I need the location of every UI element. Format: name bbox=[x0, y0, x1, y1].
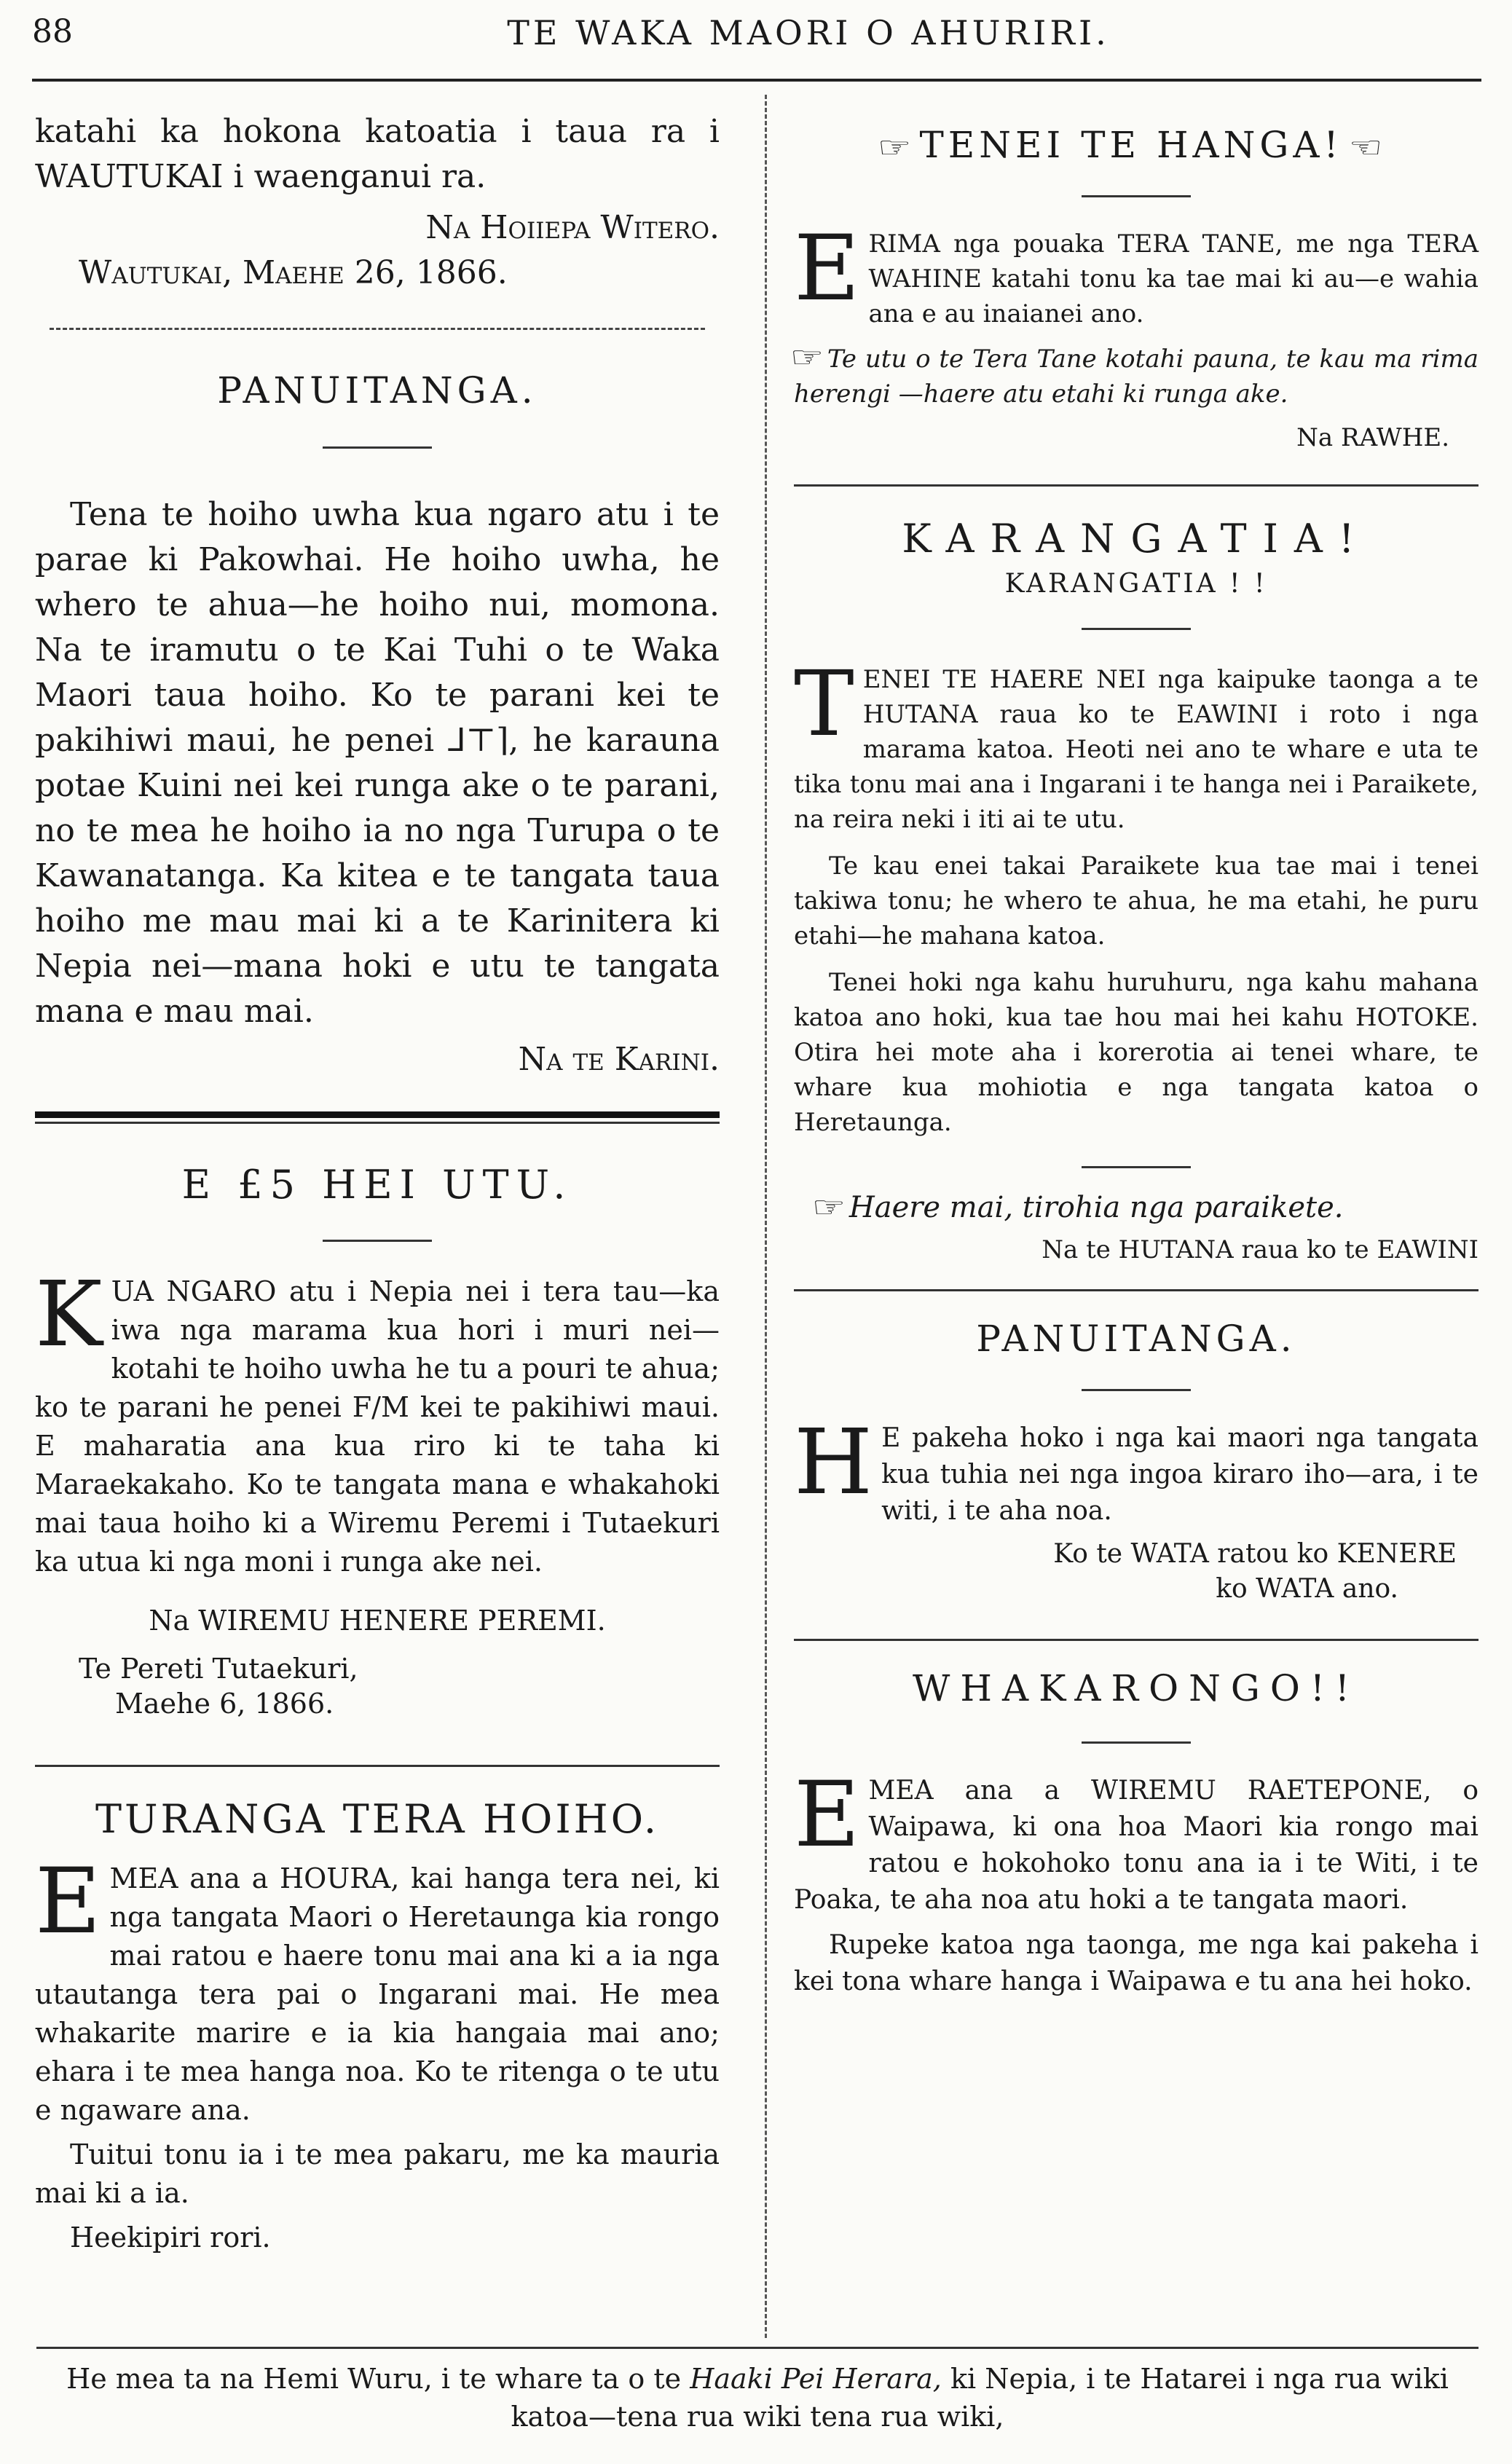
turanga-para2: Tuitui tonu ia i te mea pakaru, me ka mauria mai ki a ia. bbox=[35, 2138, 720, 2209]
whakarongo-notice bbox=[794, 1763, 1478, 1918]
intro-text: katahi ka hokona katoatia i taua ra i WAUTUKAI i waenganui ra. bbox=[35, 113, 720, 195]
section-rule bbox=[794, 1639, 1478, 1641]
whakarongo-heading: WHAKARONGO!! bbox=[912, 1667, 1361, 1709]
hanga-note bbox=[790, 340, 1478, 412]
header-rule bbox=[32, 79, 1481, 82]
turanga-body: MEA ana a HOURA, kai hanga tera nei, ki nga tangata Maori o Heretaunga kia rongo mai ratou e haere tonu mai ana ki a ia nga utautanga tera pai o Ingarani mai. He mea whakarite marire e ia kia hangaia mai ano; ehara i te mea hanga noa. Ko te ritenga o te utu e ngaware ana. bbox=[35, 1862, 720, 2126]
karangatia-invite bbox=[794, 1190, 1478, 1225]
reward-heading: E £5 HEI UTU. bbox=[181, 1162, 573, 1208]
imprint-part2: ki Nepia, i te Hatarei i nga rua wiki katoa—tena rua wiki tena rua wiki, bbox=[511, 2363, 1449, 2433]
whakarongo-body: MEA ana a WIREMU RAETEPONE, o Waipawa, ki ona hoa Maori kia rongo mai ratou e hokohoko tonu ana ia i te Witi, i te Poaka, te aha noa atu hoki a te tangata maori. bbox=[794, 1776, 1478, 1915]
imprint bbox=[36, 2360, 1478, 2436]
hanga-heading-text: TENEI TE HANGA! bbox=[919, 124, 1343, 166]
hanga-note-text: Te utu o te Tera Tane kotahi pauna, te kau ma rima herengi —haere atu etahi ki runga ake. bbox=[794, 345, 1478, 409]
short-rule bbox=[323, 446, 432, 449]
reward-notice bbox=[35, 1262, 720, 1581]
running-head: TE WAKA MAORI O AHURIRI. bbox=[507, 13, 1110, 52]
section-rule bbox=[35, 1765, 720, 1767]
section-rule bbox=[794, 484, 1478, 487]
karangatia-invite-text: Haere mai, tirohia nga paraikete. bbox=[848, 1191, 1344, 1224]
hanga-signature: Na RAWHE. bbox=[1296, 423, 1449, 452]
hanga-notice bbox=[794, 216, 1478, 331]
turanga-notice bbox=[35, 1849, 720, 2130]
panuitanga2-heading: PANUITANGA. bbox=[976, 1318, 1296, 1360]
turanga-para3: Heekipiri rori. bbox=[70, 2221, 271, 2254]
panuitanga-heading: PANUITANGA. bbox=[217, 369, 538, 412]
karangatia-subheading: KARANGATIA ! ! bbox=[1004, 569, 1268, 599]
pointing-hand-icon: ☞ bbox=[877, 131, 917, 165]
panuitanga2-sig1: Ko te WATA ratou ko KENERE bbox=[1053, 1539, 1457, 1569]
karangatia-body: ENEI TE HAERE NEI nga kaipuke taonga a te HUTANA raua ko te EAWINI i roto i nga marama katoa. Heoti nei ano te whare e uta te tika tonu mai ana i Ingarani i te hanga nei i Paraikete, na reira neki i iti ai te utu. bbox=[794, 665, 1478, 834]
drop-cap: H bbox=[794, 1410, 873, 1515]
panuitanga-signature: Na te Karini. bbox=[518, 1041, 720, 1078]
footer-rule bbox=[36, 2347, 1478, 2349]
turanga-heading: TURANGA TERA HOIHO. bbox=[95, 1796, 660, 1842]
short-rule bbox=[1082, 195, 1191, 197]
hanga-body: RIMA nga pouaka TERA TANE, me nga TERA WAHINE katahi tonu ka tae mai ki au—e wahia ana e au inaianei ano. bbox=[868, 229, 1478, 328]
short-rule bbox=[1082, 1166, 1191, 1168]
panuitanga-body: Tena te hoiho uwha kua ngaro atu i te parae ki Pakowhai. He hoiho uwha, he whero te ahua—he hoiho nui, momona. Na te iramutu o te Kai Tuhi o te Waka Maori taua hoiho. Ko te parani kei te pakihiwi maui, he penei ⅃⊤⌉, he karauna potae Kuini nei kei runga ake o te parani, no te mea he hoiho ia no nga Turupa o te Kawanatanga. Ka kitea e te tangata taua hoiho me mau mai ki a te Karinitera ki Nepia nei—mana hoki e utu te tangata mana e mau mai. bbox=[35, 496, 720, 1030]
karangatia-heading: KARANGATIA! bbox=[902, 516, 1371, 562]
karangatia-notice bbox=[794, 652, 1478, 837]
short-rule bbox=[323, 1240, 432, 1242]
karangatia-para2: Te kau enei takai Paraikete kua tae mai i tenei takiwa tonu; he whero te ahua, he ma etahi, he puru etahi—he mahana katoa. bbox=[794, 851, 1478, 950]
short-rule bbox=[1082, 1741, 1191, 1744]
reward-signature: Na WIREMU HENERE PEREMI. bbox=[149, 1605, 606, 1637]
panuitanga2-notice bbox=[794, 1410, 1478, 1530]
drop-cap: E bbox=[794, 216, 860, 321]
karangatia-para3: Tenei hoki nga kahu huruhuru, nga kahu mahana katoa ano hoki, kua tae hou mai hei kahu HOTOKE. Otira hei mote aha i korerotia ai tenei whare, te whare kua mohiotia e nga tangata katoa o Heretaunga. bbox=[794, 968, 1478, 1137]
right-column bbox=[790, 124, 1478, 2000]
reward-date: Maehe 6, 1866. bbox=[115, 1688, 334, 1720]
imprint-part1: He mea ta na Hemi Wuru, i te whare ta o te bbox=[66, 2363, 682, 2395]
karangatia-signature: Na te HUTANA raua ko te EAWINI bbox=[1042, 1235, 1478, 1264]
reward-body: UA NGARO atu i Nepia nei i tera tau—ka iwa nga marama kua hori i muri nei—kotahi te hoiho uwha he tu a pouri te ahua; ko te parani he penei F/M kei te pakihiwi maui. E maharatia ana kua riro ki te taha ki Maraekakaho. Ko te tangata mana e whakahoki mai taua hoiho ki a Wiremu Peremi i Tutaekuri ka utua ki nga moni i runga ake nei. bbox=[35, 1275, 720, 1578]
panuitanga2-body: E pakeha hoko i nga kai maori nga tangata kua tuhia nei nga ingoa kiraro iho—ara, i te witi, i te aha noa. bbox=[881, 1423, 1478, 1526]
drop-cap: E bbox=[794, 1763, 860, 1867]
panuitanga2-sig2: ko WATA ano. bbox=[1216, 1574, 1398, 1604]
double-rule bbox=[35, 1111, 720, 1124]
pointing-hand-icon: ☜ bbox=[1348, 131, 1388, 165]
drop-cap: T bbox=[794, 652, 854, 757]
drop-cap: E bbox=[35, 1849, 101, 1954]
whakarongo-para2: Rupeke katoa nga taonga, me nga kai pakeha i kei tona whare hanga i Waipawa e tu ana hei hoko. bbox=[794, 1930, 1478, 1996]
column-divider bbox=[765, 95, 767, 2338]
left-column bbox=[35, 109, 720, 2257]
page-number: 88 bbox=[32, 13, 73, 50]
section-rule bbox=[794, 1289, 1478, 1291]
section-rule bbox=[50, 328, 705, 330]
reward-place: Te Pereti Tutaekuri, bbox=[79, 1653, 358, 1685]
pointing-hand-icon: ☞ bbox=[790, 341, 824, 374]
short-rule bbox=[1082, 1389, 1191, 1391]
imprint-paper: Haaki Pei Herara, bbox=[690, 2363, 942, 2395]
drop-cap: K bbox=[35, 1262, 103, 1367]
short-rule bbox=[1082, 628, 1191, 630]
hanga-heading bbox=[794, 124, 1478, 166]
intro-signature: Na Hoiiepa Witero. bbox=[425, 209, 720, 246]
intro-dateline: Wautukai, Maehe 26, 1866. bbox=[79, 254, 508, 291]
pointing-hand-icon: ☞ bbox=[811, 1191, 846, 1224]
